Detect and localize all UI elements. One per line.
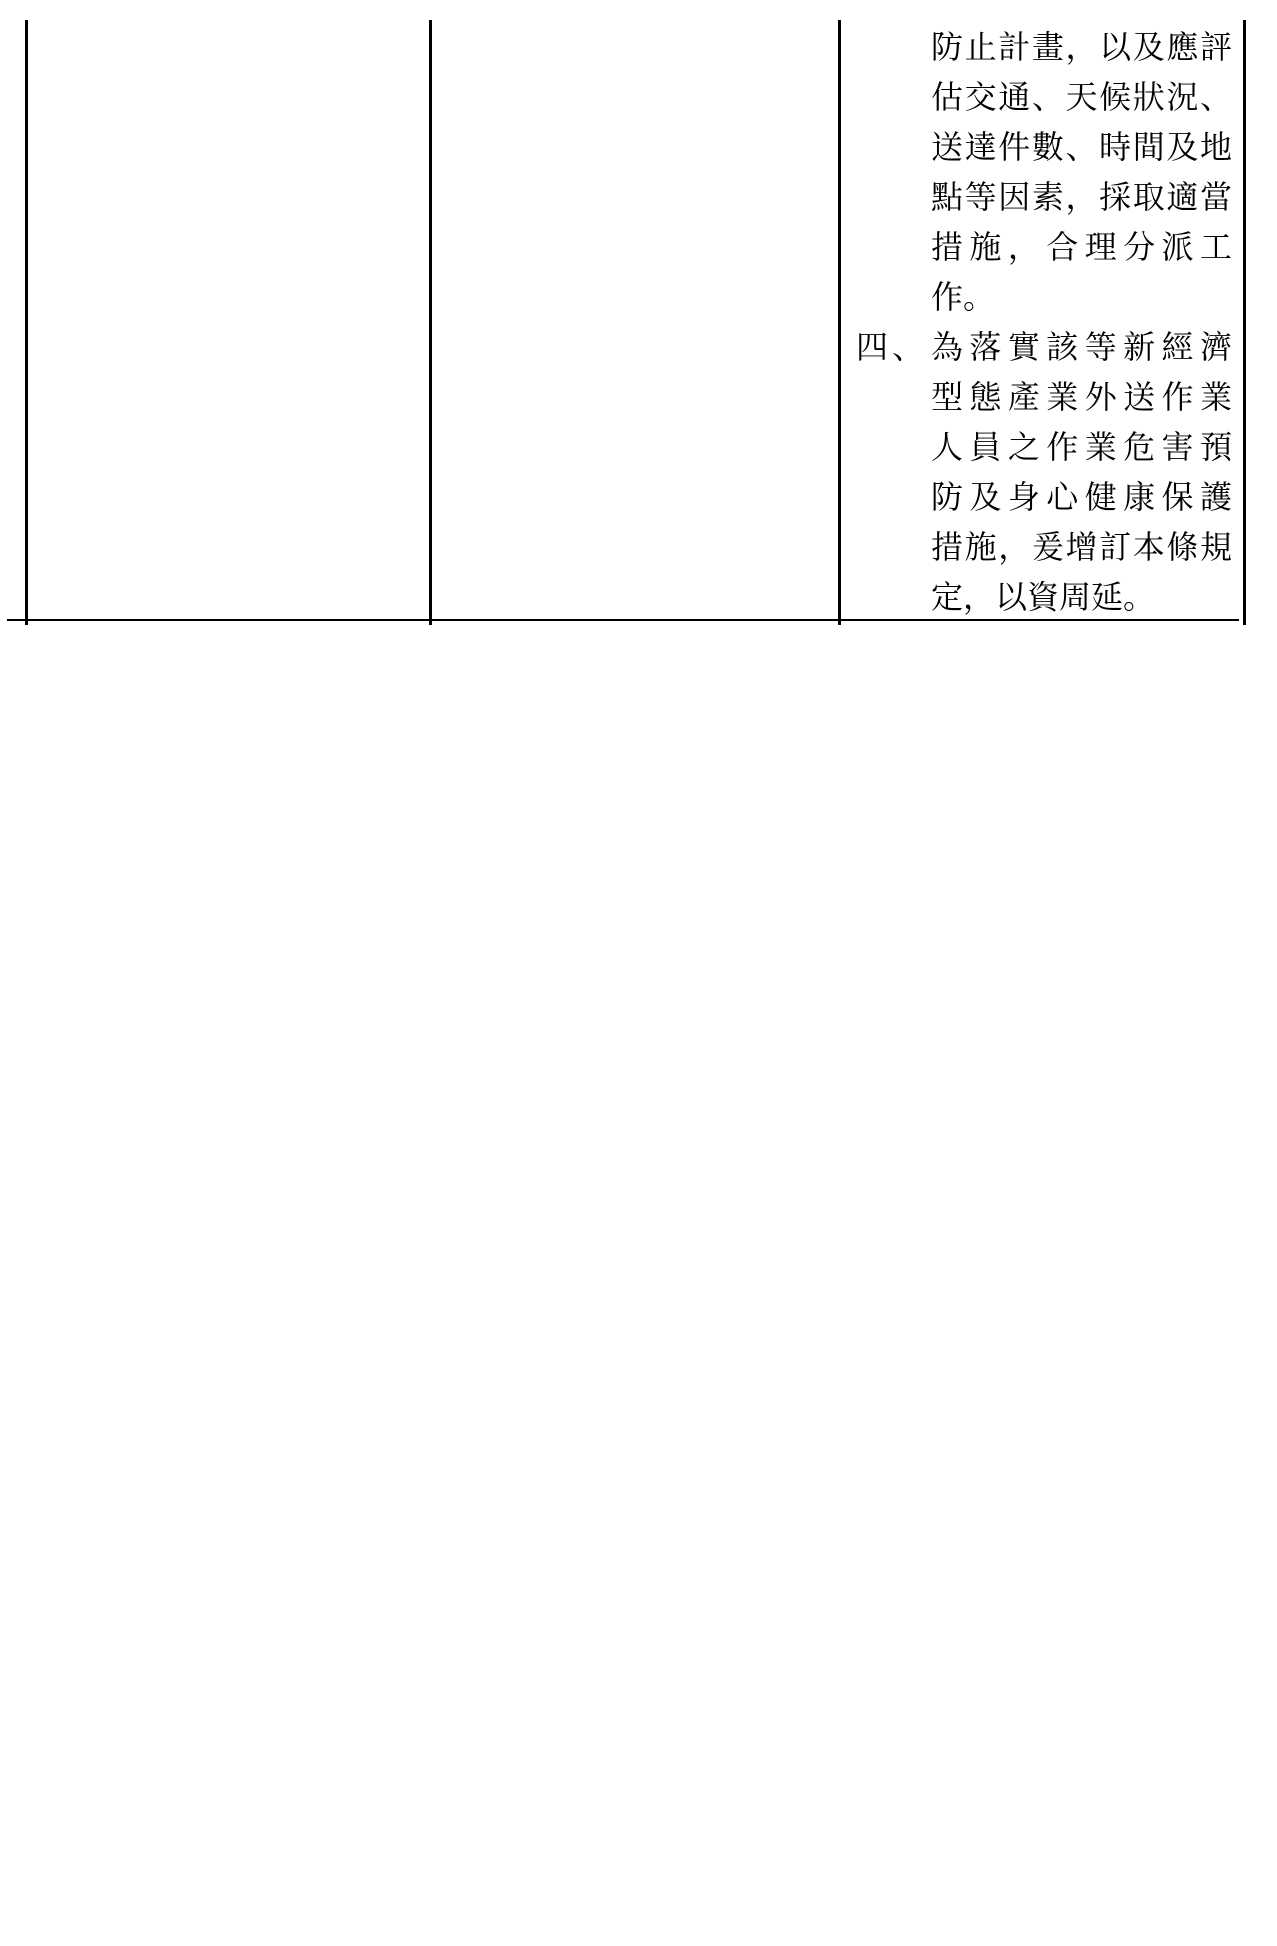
note-line <box>839 172 1245 222</box>
note-line <box>839 72 1245 122</box>
note-line-text: 措施，合理分派工 <box>931 229 1232 265</box>
note-line-text: 點等因素，採取適當 <box>931 179 1232 215</box>
note-line-text: 防及身心健康保護 <box>931 479 1232 515</box>
note-line <box>839 122 1245 172</box>
table-cell-middle <box>432 20 838 620</box>
table-cell-left <box>28 20 429 620</box>
note-line <box>839 422 1245 472</box>
note-line-text: 估交通、天候狀況、 <box>931 79 1232 115</box>
note-line-item-4 <box>839 322 1245 372</box>
note-line-text: 送達件數、時間及地 <box>931 129 1232 165</box>
table-cell-explanation <box>839 22 1245 622</box>
note-line <box>839 22 1245 72</box>
note-line-text: 為落實該等新經濟 <box>931 329 1232 365</box>
note-line-text: 人員之作業危害預 <box>931 429 1232 465</box>
note-line <box>839 372 1245 422</box>
note-line <box>839 472 1245 522</box>
note-line <box>839 572 1245 622</box>
note-line-text: 定，以資周延。 <box>931 579 1156 615</box>
note-line <box>839 222 1245 272</box>
note-line-text: 措施，爰增訂本條規 <box>931 529 1232 565</box>
note-line <box>839 272 1245 322</box>
note-line-text: 作。 <box>931 279 996 315</box>
item-marker: 四、 <box>856 329 929 365</box>
note-line-text: 防止計畫，以及應評 <box>931 29 1232 65</box>
note-line <box>839 522 1245 572</box>
note-line-text: 型態產業外送作業 <box>931 379 1232 415</box>
